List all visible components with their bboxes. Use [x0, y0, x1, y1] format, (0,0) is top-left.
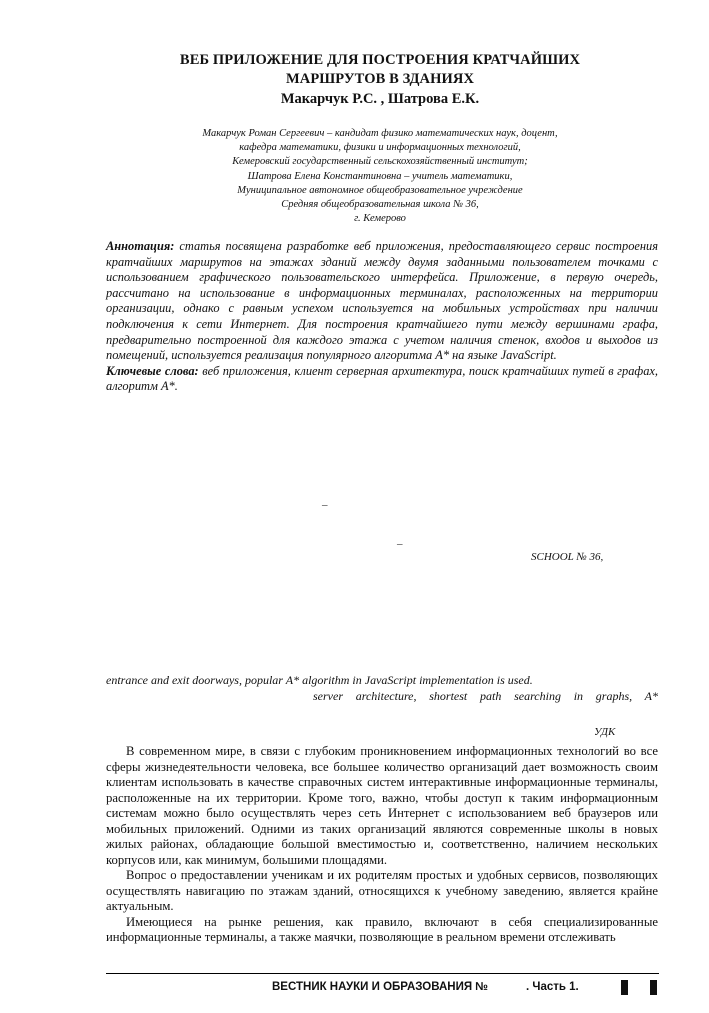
- affiliation-line: Средняя общеобразовательная школа № 36,: [281, 199, 479, 211]
- abstract-paragraph: [106, 239, 658, 364]
- affiliation-line: Муниципальное автономное общеобразовательное учреждение: [237, 184, 523, 196]
- body-text: [106, 744, 658, 946]
- abstract-text: статья посвящена разработке веб приложения, предоставляющего сервис построения кратчайших маршрутов на этажах зданий между двумя заданными пользователем точками с использованием графического пользовательского интерфейса. Приложение, в первую очередь, рассчитано на использование в информационных терминалах, расположенных на территории организации, однако с равным успехом используется на мобильных устройствах при наличии подключения к сети Интернет. Для построения кратчайшего пути между вершинами графа, предварительно построенной для каждого этажа с учетом наличия стенок, входов и выходов из помещений, используется реализация популярного алгоритма А* на языке JavaScript.: [106, 239, 658, 363]
- footer-part-label: . Часть 1.: [526, 981, 579, 993]
- title-line-2: МАРШРУТОВ В ЗДАНИЯХ: [285, 71, 475, 87]
- english-fragment-dash: –: [397, 538, 403, 550]
- english-keywords-line: server architecture, shortest path searching in graphs, A*: [313, 689, 658, 703]
- affiliation-line: г. Кемерово: [354, 213, 406, 225]
- keywords-text: веб приложения, клиент серверная архитектура, поиск кратчайших путей в графах, алгоритм А*.: [106, 363, 658, 394]
- footer-marker-icon: [650, 980, 657, 995]
- affiliation-line: Макарчук Роман Сергеевич – кандидат физико математических наук, доцент,: [202, 128, 558, 139]
- title-line-1: ВЕБ ПРИЛОЖЕНИЕ ДЛЯ ПОСТРОЕНИЯ КРАТЧАЙШИХ: [179, 52, 581, 68]
- body-paragraph: Имеющиеся на рынке решения, как правило, включают в себя специализированные информационные терминалы, а также маячки, позволяющие в реальном времени отслеживать: [106, 914, 658, 944]
- abstract-label: Аннотация:: [106, 239, 175, 253]
- footer-journal-name: ВЕСТНИК НАУКИ И ОБРАЗОВАНИЯ №: [272, 981, 489, 993]
- footer-divider: [106, 973, 659, 974]
- english-abstract-line: entrance and exit doorways, popular A* algorithm in JavaScript implementation is used.: [106, 673, 533, 687]
- page-title: [150, 51, 610, 89]
- affiliation-line: Кемеровский государственный сельскохозяйственный институт;: [232, 156, 528, 168]
- udk-label: УДК: [594, 726, 616, 738]
- keywords-paragraph: [106, 364, 658, 395]
- authors: Макарчук Р.С. , Шатрова Е.К.: [280, 91, 480, 107]
- footer-marker-icon: [621, 980, 628, 995]
- author-affiliation: [150, 127, 610, 226]
- body-paragraph: В современном мире, в связи с глубоким проникновением информационных технологий во все сферы жизнедеятельности человека, все большее количество организаций дает возможность своим клиентам использовать в качестве справочных систем интерактивные информационные терминалы, расположенные на их территории. Кроме того, важно, чтобы доступ к таким информационным системам можно было осуществлять через сеть Интернет с использованием веб браузеров или мобильных приложений. Одними из таких организаций являются современные школы в новых жилых районах, обладающие большой вместимостью и, соответственно, наличием нескольких корпусов или, как минимум, большими площадями.: [106, 744, 658, 867]
- affiliation-line: кафедра математики, физики и информационных технологий,: [239, 142, 521, 154]
- affiliation-line: Шатрова Елена Константиновна – учитель математики,: [247, 170, 513, 182]
- english-fragment-school: SCHOOL № 36,: [531, 551, 604, 563]
- keywords-label: Ключевые слова:: [106, 363, 199, 378]
- body-paragraph: Вопрос о предоставлении ученикам и их родителям простых и удобных сервисов, позволяющих осуществлять навигацию по этажам зданий, относящихся к учебному заведению, является крайне актуальным.: [106, 868, 658, 913]
- english-fragment-dash: –: [322, 499, 328, 511]
- abstract: [106, 239, 658, 395]
